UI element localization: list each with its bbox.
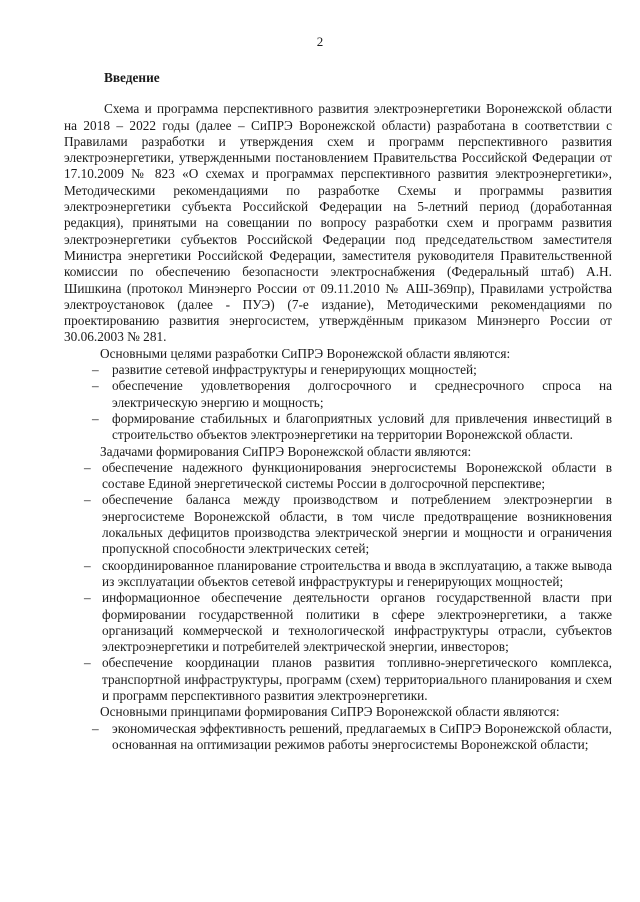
list-item: – обеспечение удовлетворения долгосрочного и среднесрочного спроса на электрическую энергию и мощность; xyxy=(64,378,612,411)
list-item: – скоординированное планирование строительства и ввода в эксплуатацию, а также вывода из эксплуатации объектов сетевой инфраструктуры и генерирующих мощностей; xyxy=(64,558,612,591)
principles-lead: Основными принципами формирования СиПРЭ Воронежской области являются: xyxy=(100,704,560,720)
list-item: – экономическая эффективность решений, предлагаемых в СиПРЭ Воронежской области, основанная на оптимизации режимов работы энергосистемы Воронежской области; xyxy=(64,721,612,754)
list-item: – обеспечение надежного функционирования энергосистемы Воронежской области в составе Единой энергетической системы России в долгосрочной перспективе; xyxy=(64,460,612,493)
section-heading: Введение xyxy=(104,70,160,85)
intro-paragraph: Схема и программа перспективного развития электроэнергетики Воронежской области на 2018 – 2022 годы (далее – СиПРЭ Воронежской области) разработана в соответствии с Правилами разработки и утверждения схем и программ перспективного развития электроэнергетики, утвержденными постановлением Правительства Российской Федерации от 17.10.2009 № 823 «О схемах и программах перспективного развития электроэнергетики», Методическими рекомендациями по разработке Схемы и программы развития электроэнергетики субъекта Российской Федерации на 5-летний период (доработанная редакция), принятыми на совещании по вопросу разработки схем и программ развития электроэнергетики субъектов Российской Федерации под председательством заместителя Министра энергетики Российской Федерации, заместителя руководителя Правительственной комиссии по обеспечению безопасности электроснабжения (Федеральный штаб) А.Н. Шишкина (протокол Минэнерго России от 09.11.2010 № АШ-369пр), Правилами устройства электроустановок (далее - ПУЭ) (7-е издание), Методическими рекомендациями по проектированию развития энергосистем, утверждённым приказом Минэнерго России от 30.06.2003 № 281. xyxy=(64,101,612,345)
document-body xyxy=(64,70,612,753)
list-item: – обеспечение координации планов развития топливно-энергетического комплекса, транспортной инфраструктуры, программ (схем) территориального планирования и схем и программ перспективного развития электроэнергетики. xyxy=(64,655,612,704)
goals-list xyxy=(64,362,612,443)
principles-list xyxy=(64,721,612,754)
list-item: – формирование стабильных и благоприятных условий для привлечения инвестиций в строительство объектов электроэнергетики на территории Воронежской области. xyxy=(64,411,612,444)
page-number: 2 xyxy=(316,34,324,49)
tasks-list xyxy=(64,460,612,704)
goals-lead: Основными целями разработки СиПРЭ Воронежской области являются: xyxy=(100,345,511,361)
list-item: – обеспечение баланса между производством и потреблением электроэнергии в энергосистеме Воронежской области, в том числе предотвращение возникновения локальных дефицитов производства электрической энергии и мощности и ограничения пропускной способности электрических сетей; xyxy=(64,492,612,557)
list-item: – развитие сетевой инфраструктуры и генерирующих мощностей; xyxy=(64,362,612,378)
tasks-lead: Задачами формирования СиПРЭ Воронежской области являются: xyxy=(100,443,472,459)
list-item: – информационное обеспечение деятельности органов государственной власти при формировании государственной политики в сфере электроэнергетики, а также организаций коммерческой и технологической инфраструктуры отрасли, субъектов электроэнергетики и потребителей электрической энергии, инвесторов; xyxy=(64,590,612,655)
